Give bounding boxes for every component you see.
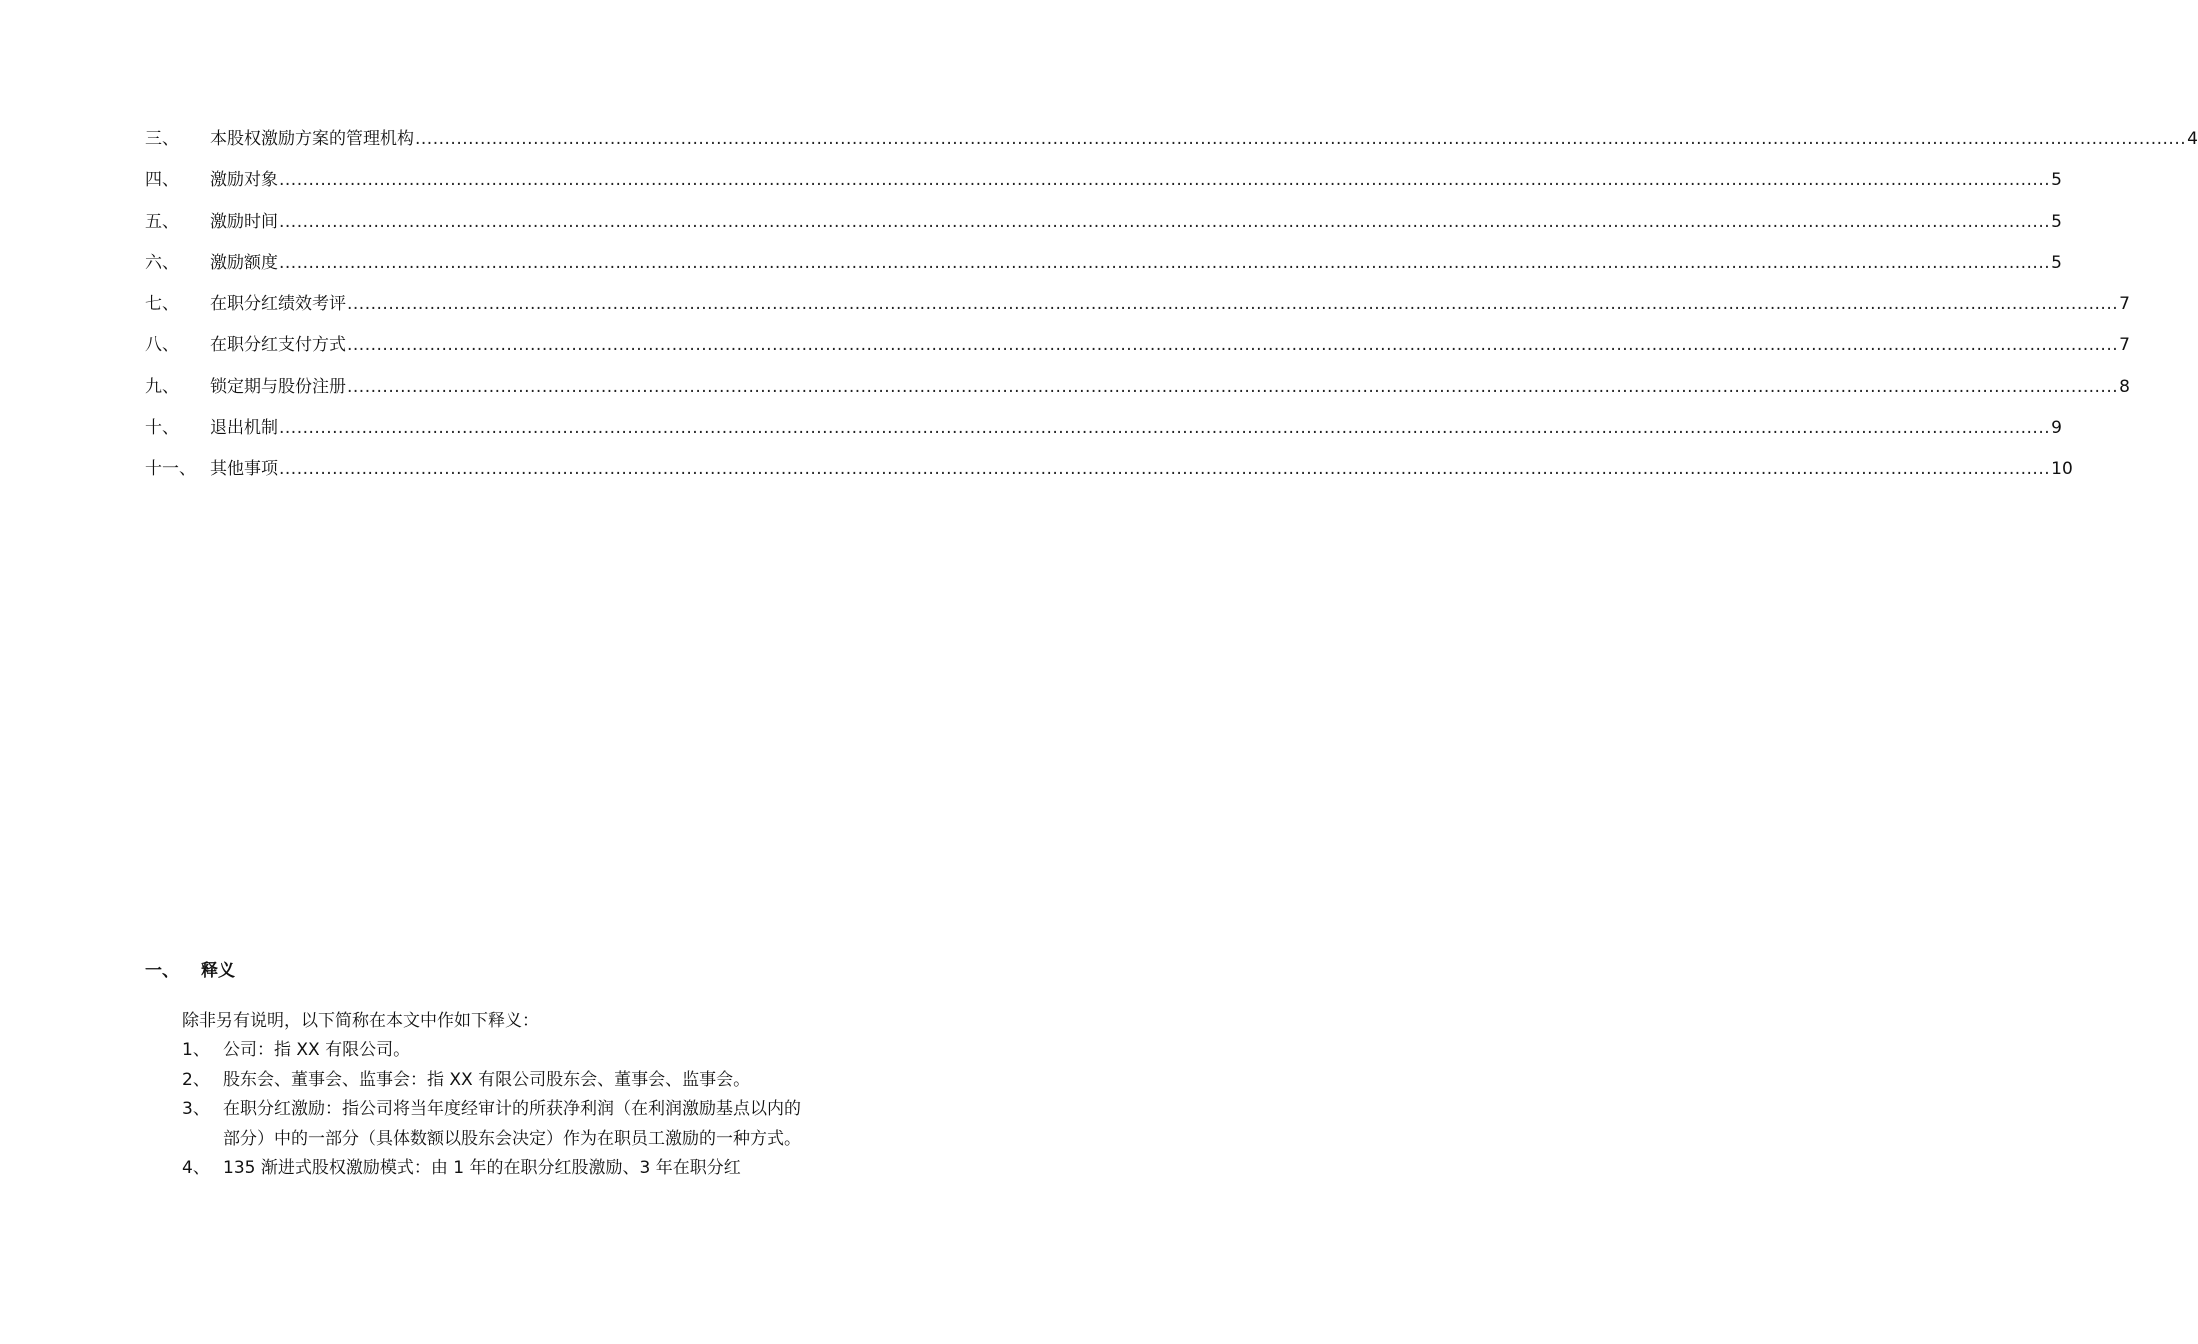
toc-entry-page: 9 [2051,418,2062,439]
toc-entry-page: 5 [2051,170,2062,191]
toc-entry-title: 激励对象 [210,170,278,191]
toc-leader-dots: ............................................................................................................................................................................................................................................................................................................ [279,211,2051,232]
toc-entry-page: 4 [2187,129,2198,149]
toc-leader-dots: ............................................................................................................................................................................................................................................................................................................ [347,335,2119,356]
toc-leader-dots: ............................................................................................................................................................................................................................................................................................................ [279,170,2051,191]
toc-leader-dots: ............................................................................................................................................................................................................................................................................................................ [347,294,2119,315]
toc-entry[interactable] [145,330,2130,371]
toc-entry[interactable] [145,413,2062,454]
toc-entry[interactable] [145,454,2073,495]
toc-entry[interactable] [145,289,2130,330]
toc-entry-page: 10 [2051,459,2073,480]
toc-entry[interactable] [145,248,2062,289]
toc-entry-title: 锁定期与股份注册 [210,376,346,397]
toc-entry-number: 十一、 [145,459,196,480]
definition-text: 股东会、董事会、监事会：指 XX 有限公司股东会、董事会、监事会。 [223,1069,751,1090]
toc-entry-number: 六、 [145,252,179,273]
toc-entry-number: 九、 [145,376,179,397]
toc-entry[interactable] [145,207,2062,248]
toc-entry-title: 在职分红绩效考评 [210,294,346,315]
toc-entry-title: 本股权激励方案的管理机构 [210,129,414,149]
toc-leader-dots: ............................................................................................................................................................................................................................................................................................................ [279,418,2051,439]
toc-leader-dots: ............................................................................................................................................................................................................................................................................................................ [415,129,2187,149]
toc-entry-number: 三、 [145,129,179,149]
toc-entry-number: 八、 [145,335,179,356]
toc-entry-number: 四、 [145,170,179,191]
toc-entry-title: 其他事项 [210,459,278,480]
toc-entry-page: 5 [2051,211,2062,232]
definition-item [145,1095,810,1154]
section-title: 释义 [201,961,235,981]
definition-text: 在职分红激励：指公司将当年度经审计的所获净利润（在利润激励基点以内的部分）中的一部分（具体数额以股东会决定）作为在职员工激励的一种方式。 [223,1099,801,1149]
definition-item [145,1036,810,1066]
toc-entry-page: 8 [2119,376,2130,397]
toc-entry[interactable] [145,165,2062,206]
definition-number: 1、 [182,1040,210,1060]
section-intro: 除非另有说明，以下简称在本文中作如下释义： [182,1011,539,1031]
definition-text: 135 渐进式股权激励模式：由 1 年的在职分红股激励、3 年在职分红 [223,1158,741,1178]
toc-entry-number: 五、 [145,211,179,232]
toc-entry-title: 在职分红支付方式 [210,335,346,356]
toc-entry-title: 激励时间 [210,211,278,232]
definition-number: 4、 [182,1158,210,1178]
definition-item [145,1154,810,1184]
section-heading [145,956,810,1006]
section-number: 一、 [145,961,179,981]
toc-leader-dots: ............................................................................................................................................................................................................................................................................................................ [279,459,2051,480]
toc-entry-number: 七、 [145,294,179,315]
toc-entry-title: 退出机制 [210,418,278,439]
toc-entry[interactable] [145,372,2130,413]
toc-leader-dots: ............................................................................................................................................................................................................................................................................................................ [279,252,2051,273]
toc-entry-number: 十、 [145,418,179,439]
definition-number: 2、 [182,1069,210,1090]
toc-entry-page: 5 [2051,252,2062,273]
definitions-section [145,956,810,1184]
toc-entry-page: 7 [2119,294,2130,315]
toc-entry-page: 7 [2119,335,2130,356]
definition-number: 3、 [182,1099,210,1119]
definition-text: 公司：指 XX 有限公司。 [223,1040,411,1060]
table-of-contents [145,124,2198,496]
toc-leader-dots: ............................................................................................................................................................................................................................................................................................................ [347,376,2119,397]
toc-entry[interactable] [145,124,2198,165]
toc-entry-title: 激励额度 [210,252,278,273]
definition-item [145,1066,810,1096]
